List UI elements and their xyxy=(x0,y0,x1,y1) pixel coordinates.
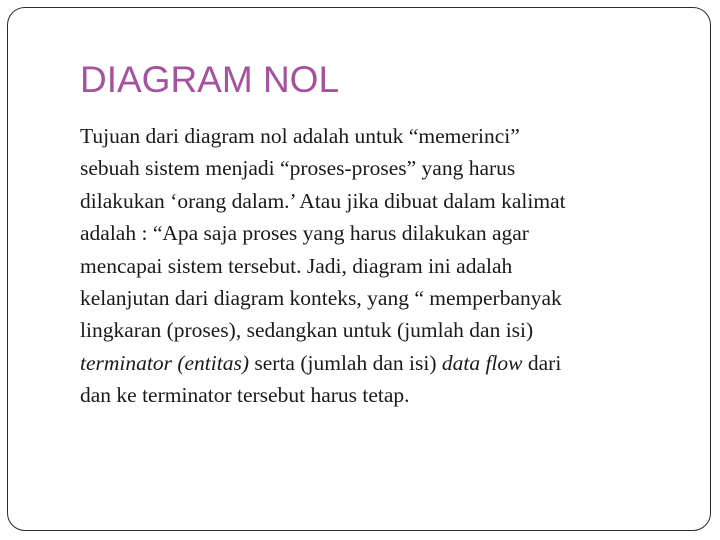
body-line-5: mencapai sistem tersebut. Jadi, diagram ini adalah xyxy=(80,253,513,278)
body-line-3: dilakukan ‘orang dalam.’ Atau jika dibuat dalam kalimat xyxy=(80,188,566,213)
body-line-6: kelanjutan dari diagram konteks, yang “ memperbanyak xyxy=(80,286,562,311)
body-line-4: adalah : “Apa saja proses yang harus dilakukan agar xyxy=(80,221,529,246)
term-terminator-entitas: terminator (entitas) xyxy=(80,350,249,375)
body-line-8-end: dari xyxy=(522,350,562,375)
body-line-7: lingkaran (proses), sedangkan untuk (jumlah dan isi) xyxy=(80,318,534,343)
body-line-8-mid: serta (jumlah dan isi) xyxy=(249,350,442,375)
term-data-flow: data flow xyxy=(441,350,523,375)
body-line-9: dan ke terminator tersebut harus tetap. xyxy=(80,383,410,408)
slide-title: DIAGRAM NOL xyxy=(80,59,340,100)
body-line-1: Tujuan dari diagram nol adalah untuk “memerinci” xyxy=(80,124,520,148)
slide-body xyxy=(80,120,690,412)
body-line-2: sebuah sistem menjadi “proses-proses” yang harus xyxy=(80,156,516,181)
body-line-8 xyxy=(80,347,690,379)
